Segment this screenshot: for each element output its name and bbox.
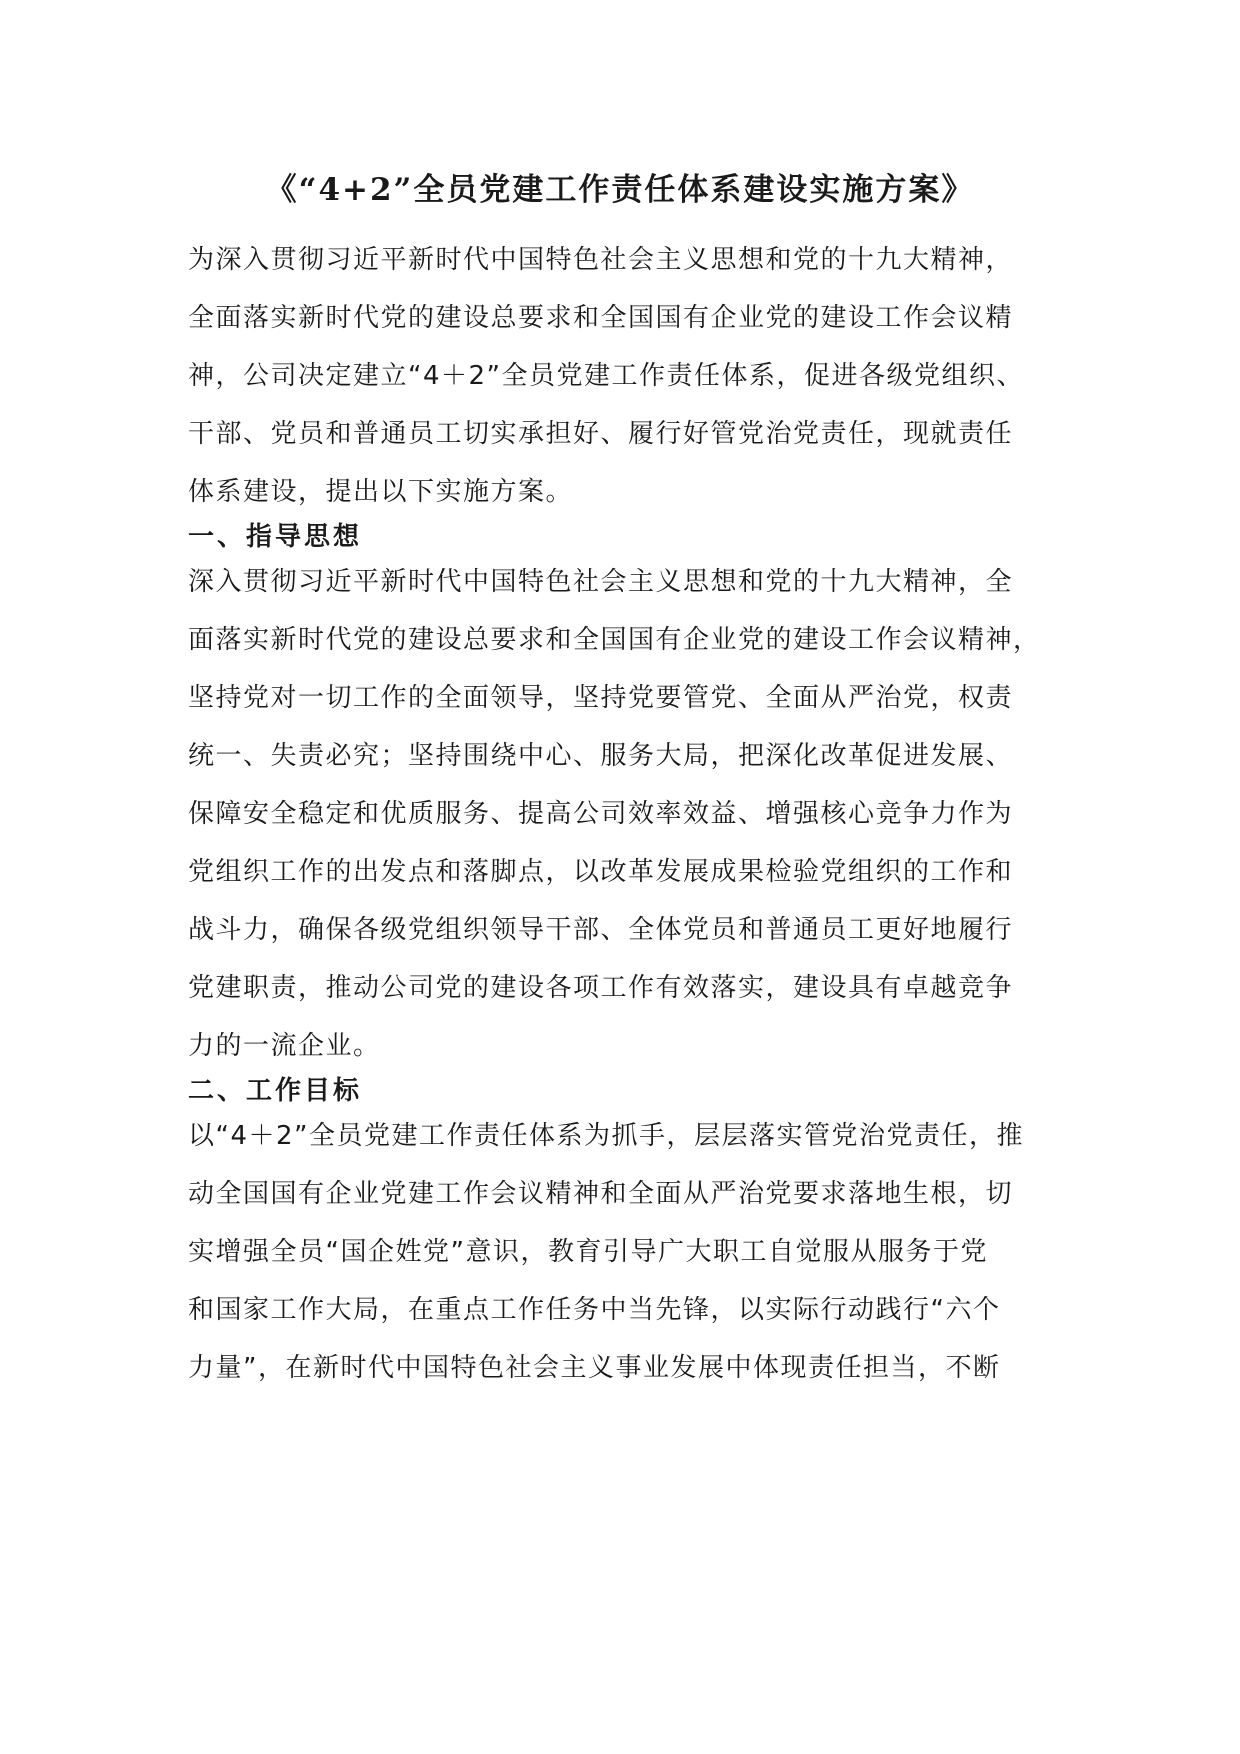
intro-line: 神，公司决定建立“4＋2”全员党建工作责任体系，促进各级党组织、 bbox=[188, 361, 1025, 391]
section1-line: 力的一流企业。 bbox=[188, 1031, 381, 1061]
intro-line: 体系建设，提出以下实施方案。 bbox=[188, 477, 574, 507]
section2-line: 动全国国有企业党建工作会议精神和全面从严治党要求落地生根，切 bbox=[188, 1179, 1014, 1209]
intro-line: 全面落实新时代党的建设总要求和全国国有企业党的建设工作会议精 bbox=[188, 303, 1014, 333]
section-heading-work-goals: 二、工作目标 bbox=[188, 1076, 363, 1106]
section2-line: 力量”，在新时代中国特色社会主义事业发展中体现责任担当，不断 bbox=[188, 1353, 1001, 1383]
intro-line: 为深入贯彻习近平新时代中国特色社会主义思想和党的十九大精神， bbox=[188, 245, 1014, 275]
section2-line: 实增强全员“国企姓党”意识，教育引导广大职工自觉服从服务于党 bbox=[188, 1237, 988, 1267]
section2-line: 以“4＋2”全员党建工作责任体系为抓手，层层落实管党治党责任，推 bbox=[188, 1121, 1025, 1151]
section1-line: 保障安全稳定和优质服务、提高公司效率效益、增强核心竞争力作为 bbox=[188, 799, 1014, 829]
section-heading-guiding-ideology: 一、指导思想 bbox=[188, 522, 363, 552]
section1-line: 坚持党对一切工作的全面领导，坚持党要管党、全面从严治党，权责 bbox=[188, 683, 1014, 713]
section1-line: 党组织工作的出发点和落脚点，以改革发展成果检验党组织的工作和 bbox=[188, 857, 1014, 887]
section2-line: 和国家工作大局，在重点工作任务中当先锋，以实际行动践行“六个 bbox=[188, 1295, 1001, 1325]
section1-line: 统一、失责必究；坚持围绕中心、服务大局，把深化改革促进发展、 bbox=[188, 741, 1014, 771]
document-title: 《“4+2”全员党建工作责任体系建设实施方案》 bbox=[265, 172, 975, 208]
section1-line: 党建职责，推动公司党的建设各项工作有效落实，建设具有卓越竞争 bbox=[188, 973, 1014, 1003]
section1-line: 深入贯彻习近平新时代中国特色社会主义思想和党的十九大精神，全 bbox=[188, 567, 1014, 597]
section1-line: 战斗力，确保各级党组织领导干部、全体党员和普通员工更好地履行 bbox=[188, 915, 1014, 945]
section1-line: 面落实新时代党的建设总要求和全国国有企业党的建设工作会议精神， bbox=[188, 625, 1041, 655]
intro-line: 干部、党员和普通员工切实承担好、履行好管党治党责任，现就责任 bbox=[188, 419, 1014, 449]
